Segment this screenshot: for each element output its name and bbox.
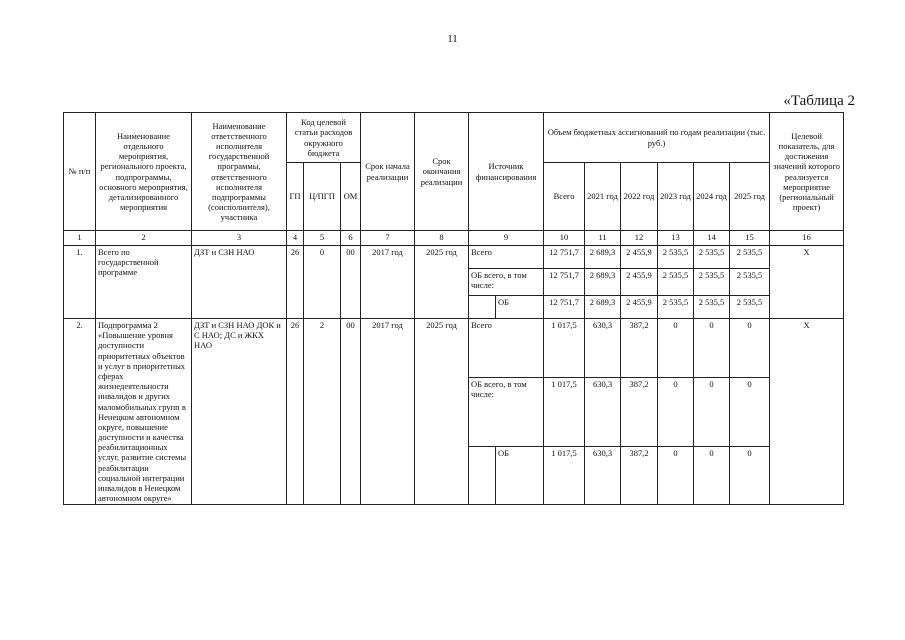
row-end: 2025 год [415, 319, 469, 505]
header-source: Источник финансирования [469, 113, 544, 231]
value-total: 12 751,7 [544, 246, 585, 269]
value-2025: 0 [730, 319, 770, 378]
value-2022: 2 455,9 [621, 269, 658, 296]
value-total: 12 751,7 [544, 269, 585, 296]
value-2023: 0 [658, 377, 694, 446]
source-cell: ОБ всего, в том числе: [469, 377, 544, 446]
value-2024: 2 535,5 [694, 269, 730, 296]
value-2023: 0 [658, 319, 694, 378]
value-2021: 2 689,3 [585, 246, 621, 269]
col-number: 3 [192, 231, 287, 246]
value-2024: 0 [694, 446, 730, 505]
row-num: 2. [64, 319, 96, 505]
row-target: Х [770, 246, 844, 319]
value-2025: 2 535,5 [730, 246, 770, 269]
value-2022: 387,2 [621, 446, 658, 505]
page-number: 11 [447, 33, 458, 45]
value-2025: 0 [730, 446, 770, 505]
header-target: Целевой показатель, для достижения значений которого реализуется мероприятие (региональный проект) [770, 113, 844, 231]
row-name: Всего по государственной программе [96, 246, 192, 319]
value-2025: 2 535,5 [730, 269, 770, 296]
header-2022: 2022 год [621, 163, 658, 231]
value-2021: 630,3 [585, 319, 621, 378]
header-start: Срок начала реализации [361, 113, 415, 231]
col-number: 13 [658, 231, 694, 246]
value-total: 12 751,7 [544, 296, 585, 319]
value-2021: 2 689,3 [585, 296, 621, 319]
header-code-om: ОМ [341, 163, 361, 231]
row-code-om: 00 [341, 319, 361, 505]
row-end: 2025 год [415, 246, 469, 319]
col-number: 15 [730, 231, 770, 246]
row-target: Х [770, 319, 844, 505]
col-number: 12 [621, 231, 658, 246]
value-total: 1 017,5 [544, 319, 585, 378]
col-number: 4 [287, 231, 304, 246]
value-total: 1 017,5 [544, 446, 585, 505]
col-number: 14 [694, 231, 730, 246]
header-name: Наименование отдельного мероприятия, регионального проекта, подпрограммы, основного мероприятия, детализированного мероприятия [96, 113, 192, 231]
header-2023: 2023 год [658, 163, 694, 231]
header-2025: 2025 год [730, 163, 770, 231]
value-2021: 2 689,3 [585, 269, 621, 296]
source-indent [469, 446, 496, 505]
value-2022: 387,2 [621, 377, 658, 446]
header-2024: 2024 год [694, 163, 730, 231]
row-code-om: 00 [341, 246, 361, 319]
source-cell: ОБ [496, 446, 544, 505]
row-code-gp: 26 [287, 319, 304, 505]
header-2021: 2021 год [585, 163, 621, 231]
value-total: 1 017,5 [544, 377, 585, 446]
row-executor: ДЗТ и СЗН НАО [192, 246, 287, 319]
value-2023: 2 535,5 [658, 296, 694, 319]
col-number: 2 [96, 231, 192, 246]
col-number: 5 [304, 231, 341, 246]
value-2024: 0 [694, 319, 730, 378]
value-2025: 0 [730, 377, 770, 446]
table-row [64, 319, 844, 378]
header-code-gp: ГП [287, 163, 304, 231]
value-2025: 2 535,5 [730, 296, 770, 319]
value-2024: 2 535,5 [694, 296, 730, 319]
value-2021: 630,3 [585, 446, 621, 505]
source-indent [469, 296, 496, 319]
value-2022: 387,2 [621, 319, 658, 378]
value-2021: 630,3 [585, 377, 621, 446]
source-cell: Всего [469, 246, 544, 269]
col-number: 8 [415, 231, 469, 246]
source-cell: ОБ [496, 296, 544, 319]
col-number: 9 [469, 231, 544, 246]
table-row [64, 246, 844, 269]
value-2024: 2 535,5 [694, 246, 730, 269]
row-num: 1. [64, 246, 96, 319]
header-code-group: Код целевой статьи расходов окружного бюджета [287, 113, 361, 163]
row-start: 2017 год [361, 319, 415, 505]
header-num: № п/п [64, 113, 96, 231]
source-cell: Всего [469, 319, 544, 378]
header-code-cpgp: Ц/ПГП [304, 163, 341, 231]
col-number: 11 [585, 231, 621, 246]
table-caption: «Таблица 2 [783, 93, 855, 109]
row-start: 2017 год [361, 246, 415, 319]
header-end: Срок окончания реализации [415, 113, 469, 231]
row-code-cpgp: 0 [304, 246, 341, 319]
row-code-gp: 26 [287, 246, 304, 319]
row-code-cpgp: 2 [304, 319, 341, 505]
col-number: 1 [64, 231, 96, 246]
col-number: 16 [770, 231, 844, 246]
header-executor: Наименование ответственного исполнителя государственной программы, ответственного исполнителя подпрограммы (соисполнителя), участника [192, 113, 287, 231]
value-2022: 2 455,9 [621, 296, 658, 319]
value-2023: 2 535,5 [658, 246, 694, 269]
header-total: Всего [544, 163, 585, 231]
value-2022: 2 455,9 [621, 246, 658, 269]
value-2023: 0 [658, 446, 694, 505]
source-cell: ОБ всего, в том числе: [469, 269, 544, 296]
row-name: Подпрограмма 2 «Повышение уровня доступности приоритетных объектов и услуг в приоритетных сферах жизнедеятельности инвалидов и других маломобильных групп в Ненецком автономном округе, повышение доступности и качества реабилитационных услуг, развитие системы реабилитации социальной интеграции инвалидов в Ненецком автономном округе» [96, 319, 192, 505]
row-executor: ДЗТ и СЗН НАО ДОК и С НАО; ДС и ЖКХ НАО [192, 319, 287, 505]
header-budget-group: Объем бюджетных ассигнований по годам реализации (тыс. руб.) [544, 113, 770, 163]
col-number: 10 [544, 231, 585, 246]
col-number: 7 [361, 231, 415, 246]
value-2023: 2 535,5 [658, 269, 694, 296]
value-2024: 0 [694, 377, 730, 446]
budget-table [63, 112, 844, 505]
col-number: 6 [341, 231, 361, 246]
